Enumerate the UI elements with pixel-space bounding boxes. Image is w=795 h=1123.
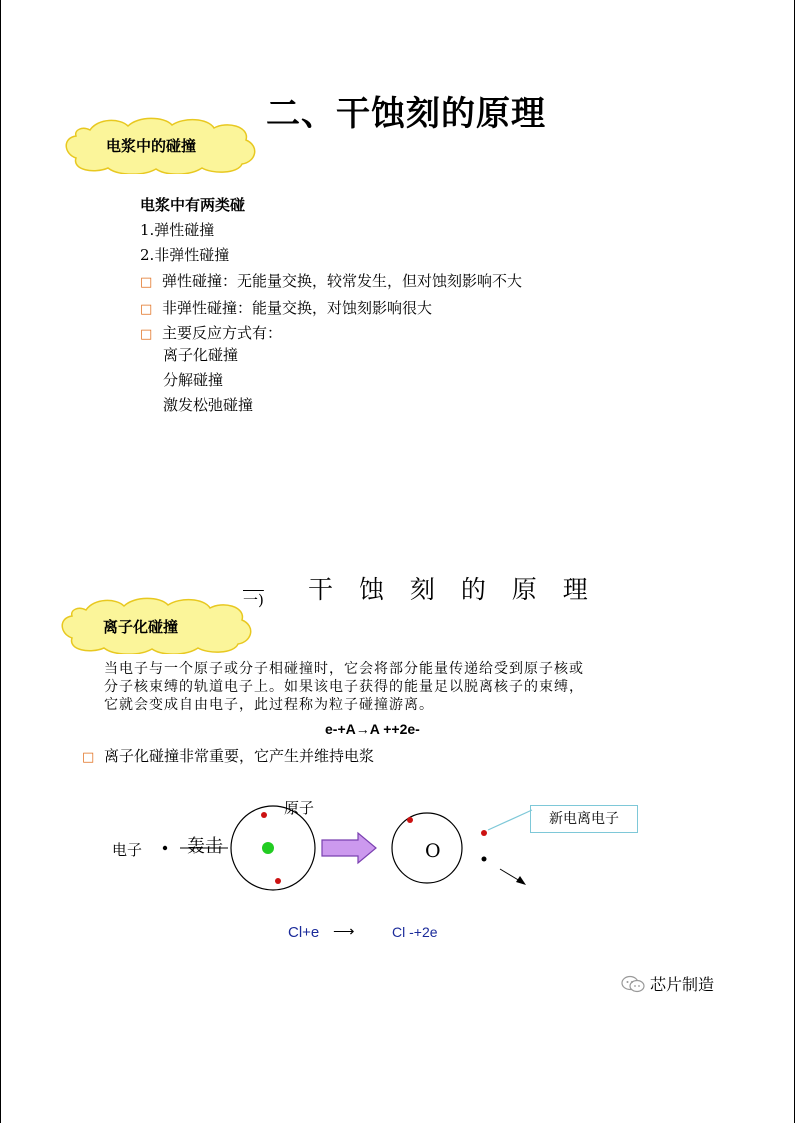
chlorine-equation-left: Cl+e — [288, 924, 320, 941]
nucleus-mark: O — [425, 840, 441, 862]
watermark — [620, 972, 714, 995]
section2-number: 一) — [243, 591, 264, 609]
section2-title: 干 蚀 刻 的 原 理 — [308, 575, 597, 604]
watermark-text: 芯片制造 — [650, 975, 715, 994]
sub-item-2: 分解碰撞 — [163, 371, 224, 389]
electron-label: 电子 — [112, 841, 143, 859]
sub-item-1: 离子化碰撞 — [163, 346, 239, 364]
section1-bullet-1 — [140, 271, 522, 293]
bullet-square-icon: □ — [140, 275, 153, 290]
new-electron-box: 新电离电子 — [530, 805, 638, 833]
bullet-text: 离子化碰撞非常重要，它产生并维持电浆 — [104, 747, 375, 765]
incoming-electron-dot — [163, 846, 167, 850]
section2-paragraph — [104, 660, 704, 714]
bullet-square-icon: □ — [140, 302, 153, 317]
callout-line — [488, 810, 532, 830]
page-title: 二、干蚀刻的原理 — [266, 94, 546, 134]
orbital-electron — [407, 817, 413, 823]
freed-electron — [481, 830, 487, 836]
section1-item-1: 1.弹性碰撞 — [140, 221, 215, 239]
bullet-square-icon: □ — [82, 750, 95, 765]
section1-item-2: 2.非弹性碰撞 — [140, 246, 230, 264]
atom-label: 原子 — [284, 799, 315, 817]
wechat-icon — [620, 975, 646, 993]
paragraph-line: 它就会变成自由电子，此过程称为粒子碰撞游离。 — [104, 697, 434, 713]
section1-bullet-2 — [140, 298, 432, 320]
chlorine-equation-arrow: ⟶ — [333, 923, 355, 940]
paragraph-line: 当电子与一个原子或分子相碰撞时，它会将部分能量传递给受到原子核或 — [104, 661, 584, 677]
orbital-electron — [261, 812, 267, 818]
scatter-line — [500, 869, 520, 881]
chlorine-equation-right: Cl -+2e — [392, 924, 438, 940]
sub-item-3: 激发松弛碰撞 — [163, 396, 254, 414]
orbital-electron — [275, 878, 281, 884]
reaction-arrow-icon — [322, 833, 376, 863]
bullet-square-icon: □ — [140, 327, 153, 342]
section2-bullet — [82, 746, 374, 768]
page-border-left — [0, 0, 1, 1123]
cloud-tag-2-label: 离子化碰撞 — [103, 618, 179, 636]
scattered-electron — [482, 857, 487, 862]
cloud-tag-1-label: 电浆中的碰撞 — [106, 137, 197, 155]
bullet-text: 主要反应方式有： — [162, 324, 283, 342]
nucleus — [262, 842, 274, 854]
section1-bullet-3 — [140, 323, 282, 345]
bullet-text: 弹性碰撞：无能量交换，较常发生，但对蚀刻影响不大 — [162, 272, 523, 290]
bullet-text: 非弹性碰撞：能量交换，对蚀刻影响很大 — [162, 299, 433, 317]
strike-label: 轰击 — [187, 836, 223, 857]
paragraph-line: 分子核束缚的轨道电子上。如果该电子获得的能量足以脱离核子的束缚， — [104, 679, 584, 695]
section1-heading: 电浆中有两类碰 — [140, 196, 246, 214]
scatter-arrowhead-icon — [516, 876, 526, 885]
ionization-equation: e-+A→A ++2e- — [325, 721, 420, 737]
